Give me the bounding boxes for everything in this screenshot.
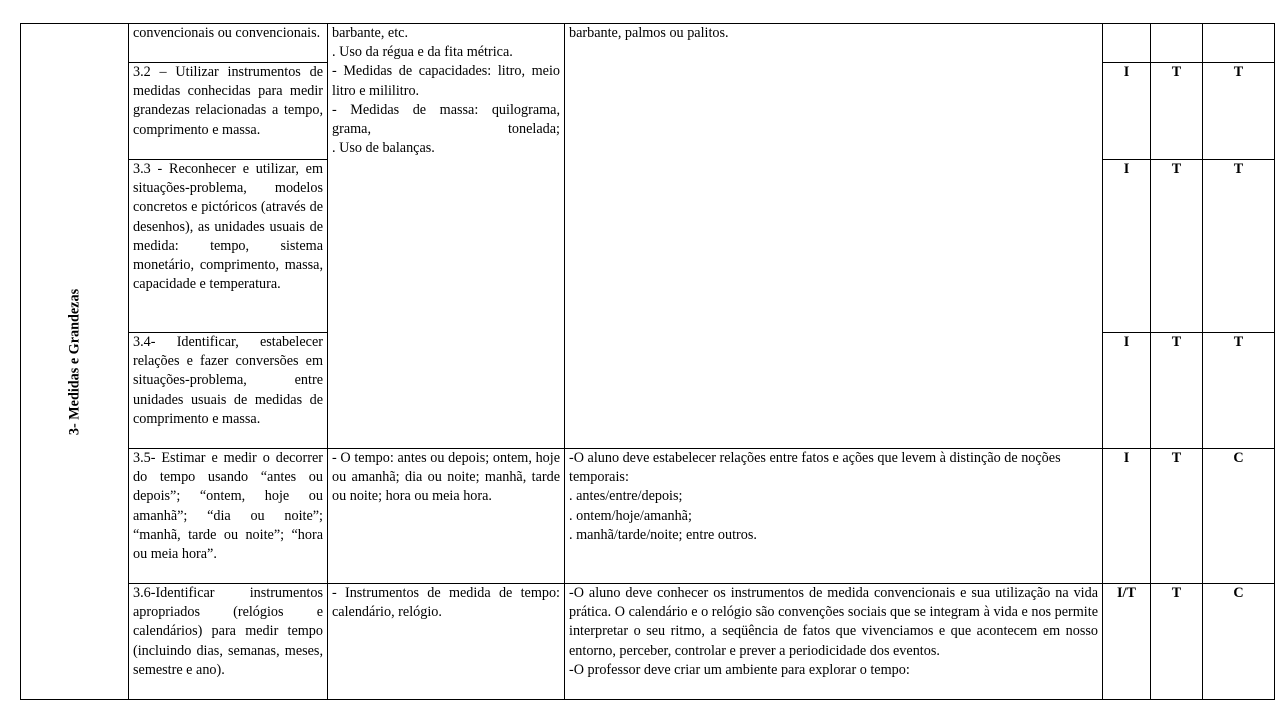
grade-year-1: I xyxy=(1103,160,1151,333)
table-row xyxy=(21,24,1275,63)
skill-cell: 3.6-Identificar instrumentos apropriados (relógios e calendários) para medir tempo (incluindo dias, semanas, meses, semestre e ano). xyxy=(129,584,328,700)
guidance-line: -O aluno deve conhecer os instrumentos de medida convencionais e sua utilização na vida prática. O calendário e o relógio são convenções sociais que se integram à vida e nos permite interpretar o seu ritmo, a seqüência de fatos que vivenciamos e que acontecem em nosso entorno, perceber, controlar e prever a periodicidade dos eventos. xyxy=(569,585,1098,659)
content-line: - Instrumentos de medida de tempo: calendário, relógio. xyxy=(332,585,560,621)
guidance-line: . manhã/tarde/noite; entre outros. xyxy=(569,526,757,543)
content-line: . Uso da régua e da fita métrica. xyxy=(332,44,513,61)
table-row xyxy=(21,449,1275,584)
guidance-line: . antes/entre/depois; xyxy=(569,488,683,505)
content-line: - Medidas de capacidades: litro, meio litro e mililitro. xyxy=(332,63,560,99)
grade-year-2 xyxy=(1151,24,1203,63)
grade-year-1: I xyxy=(1103,63,1151,160)
table-row xyxy=(21,584,1275,700)
guidance-line: . ontem/hoje/amanhã; xyxy=(569,507,692,524)
content-line: . Uso de balanças. xyxy=(332,140,435,157)
grade-year-2: T xyxy=(1151,584,1203,700)
topic-label: 3- Medidas e Grandezas xyxy=(65,288,82,435)
guidance-cell xyxy=(565,584,1103,700)
skill-cell: 3.5- Estimar e medir o decorrer do tempo usando “antes ou depois”; “ontem, hoje ou amanhã”; “dia ou noite”; “manhã, tarde ou noite”; “hora ou meia hora”. xyxy=(129,449,328,584)
grade-year-2: T xyxy=(1151,333,1203,449)
guidance-line: -O aluno deve estabelecer relações entre fatos e ações que levem à distinção de noções temporais: xyxy=(569,450,1061,486)
grade-year-3: T xyxy=(1203,63,1275,160)
grade-year-3 xyxy=(1203,24,1275,63)
content-line: - O tempo: antes ou depois; ontem, hoje ou amanhã; dia ou noite; manhã, tarde ou noite; hora ou meia hora. xyxy=(332,450,560,505)
guidance-line: -O professor deve criar um ambiente para explorar o tempo: xyxy=(569,661,910,678)
content-cell xyxy=(328,24,565,449)
content-cell xyxy=(328,449,565,584)
grade-year-3: T xyxy=(1203,333,1275,449)
skill-cell: 3.4- Identificar, estabelecer relações e fazer conversões em situações-problema, entre unidades usuais de medidas de comprimento e massa. xyxy=(129,333,328,449)
content-cell xyxy=(328,584,565,700)
guidance-cell xyxy=(565,449,1103,584)
grade-year-3: C xyxy=(1203,584,1275,700)
grade-year-1: I xyxy=(1103,449,1151,584)
skill-cell: 3.3 - Reconhecer e utilizar, em situações-problema, modelos concretos e pictóricos (através de desenhos), as unidades usuais de medida: tempo, sistema monetário, comprimento, massa, capacidade e temperatura. xyxy=(129,160,328,333)
skill-cell: convencionais ou convencionais. xyxy=(129,24,328,63)
grade-year-2: T xyxy=(1151,160,1203,333)
grade-year-2: T xyxy=(1151,449,1203,584)
grade-year-3: T xyxy=(1203,160,1275,333)
curriculum-table xyxy=(20,23,1275,700)
grade-year-1: I/T xyxy=(1103,584,1151,700)
grade-year-2: T xyxy=(1151,63,1203,160)
topic-cell xyxy=(21,24,129,700)
content-line: - Medidas de massa: quilograma, grama, tonelada; xyxy=(332,101,560,138)
content-line: barbante, etc. xyxy=(332,25,409,41)
guidance-cell xyxy=(565,24,1103,449)
grade-year-1 xyxy=(1103,24,1151,63)
grade-year-1: I xyxy=(1103,333,1151,449)
skill-cell: 3.2 – Utilizar instrumentos de medidas conhecidas para medir grandezas relacionadas a tempo, comprimento e massa. xyxy=(129,63,328,160)
guidance-line: barbante, palmos ou palitos. xyxy=(569,25,729,41)
grade-year-3: C xyxy=(1203,449,1275,584)
